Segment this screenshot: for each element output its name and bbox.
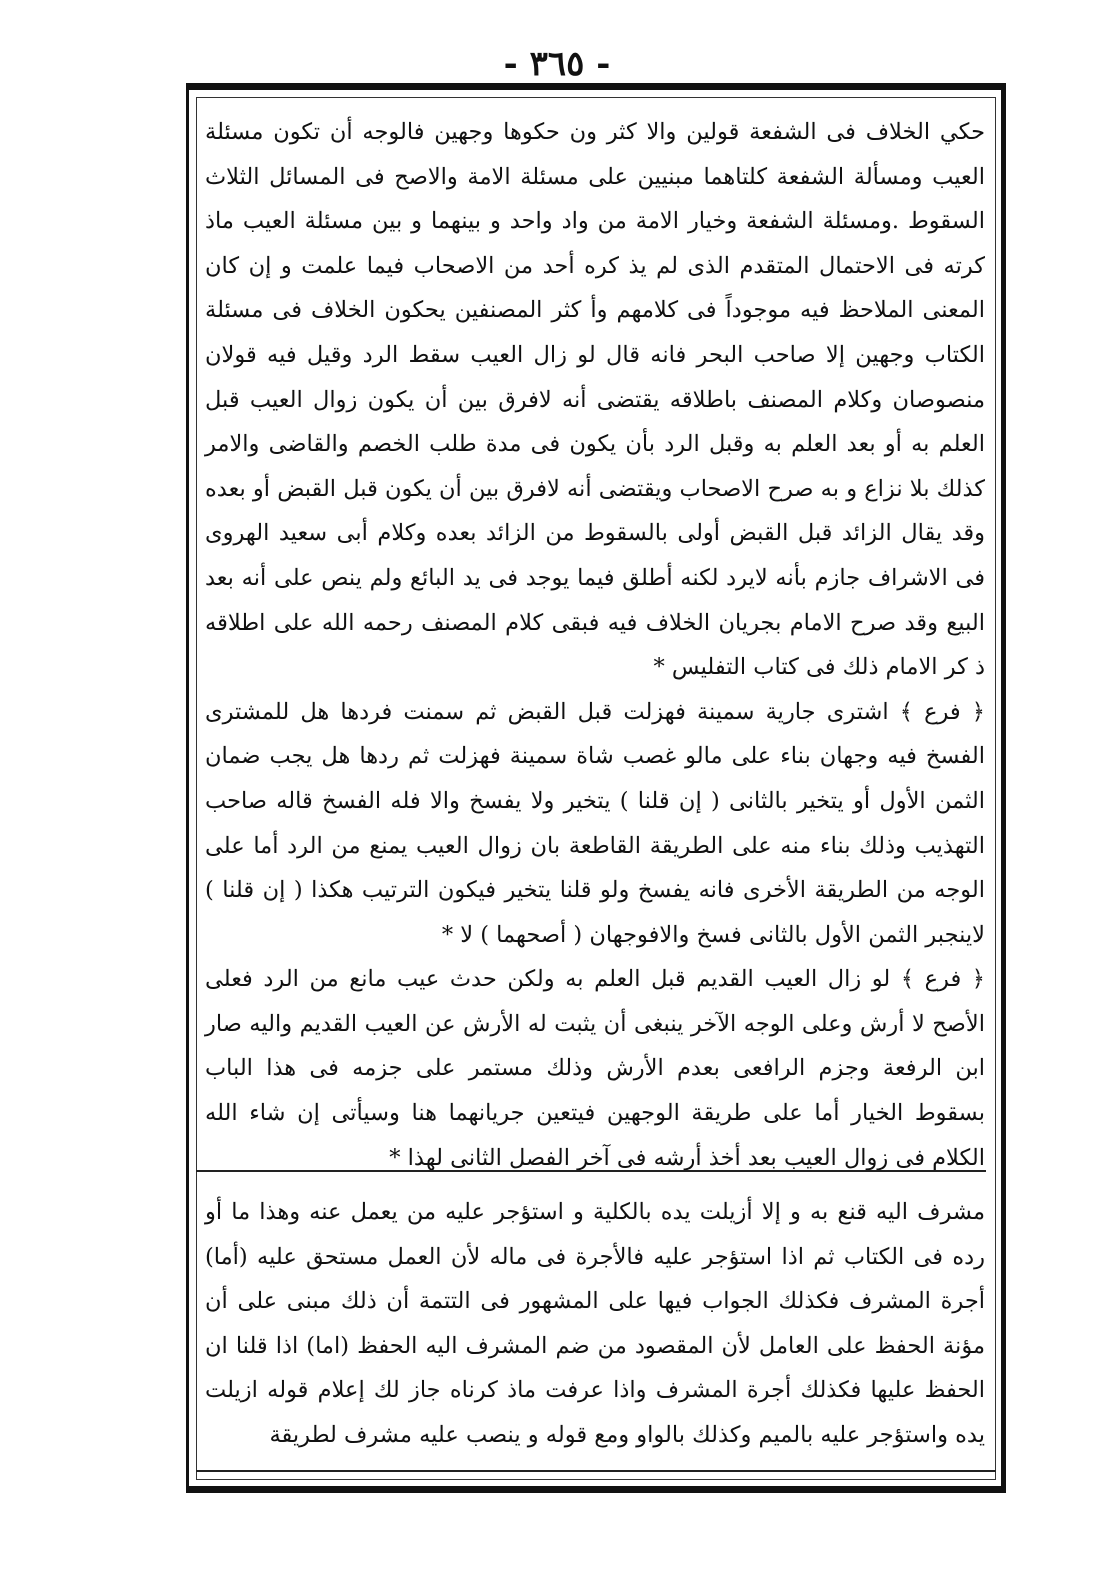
main-paragraph-3: ﴿ فرع ﴾ لو زال العيب القديم قبل العلم به ولكن حدث عيب مانع من الرد فعلى الأصح لا أرش وعلى الوجه الآخر ينبغى أن يثبت له الأرش عن العيب القديم واليه صار ابن الرفعة وجزم الرافعى بعدم الأرش وذلك مستمر على جزمه فى هذا الباب بسقوط الخيار أما على طريقة الوجهين فيتعين جريانهما هنا وسيأتى إن شاء الله الكلام فى زوال العيب بعد أخذ أرشه فى آخر الفصل الثانى لهذا * bbox=[205, 966, 985, 1171]
main-body-text bbox=[205, 110, 985, 1180]
footnote-text bbox=[205, 1190, 985, 1458]
main-paragraph-1: حكي الخلاف فى الشفعة قولين والا كثر ون حكوها وجهين فالوجه أن تكون مسئلة العيب ومسألة الشفعة كلتاهما مبنيين على مسئلة الامة والاصح فى المسائل الثلاث السقوط .ومسئلة الشفعة وخيار الامة من واد واحد و بينهما و بين مسئلة العيب ماذ كرته فى الاحتمال المتقدم الذى لم يذ كره أحد من الاصحاب فيما علمت و إن كان المعنى الملاحظ فيه موجوداً فى كلامهم وأ كثر المصنفين يحكون الخلاف فى مسئلة الكتاب وجهين إلا صاحب البحر فانه قال لو زال العيب سقط الرد وقيل فيه قولان منصوصان وكلام المصنف باطلاقه يقتضى أنه لافرق بين أن يكون زوال العيب قبل العلم به أو بعد العلم به وقبل الرد بأن يكون فى مدة طلب الخصم والقاضى والامر كذلك بلا نزاع و به صرح الاصحاب ويقتضى أنه لافرق بين أن يكون قبل القبض أو بعده وقد يقال الزائد قبل القبض أولى بالسقوط من الزائد بعده وكلام أبى سعيد الهروى فى الاشراف جازم بأنه لايرد لكنه أطلق فيما يوجد فى يد البائع ولم ينص على أنه بعد البيع وقد صرح الامام بجريان الخلاف فيه فبقى كلام المصنف رحمه الله على اطلاقه ذ كر الامام ذلك فى كتاب التفليس * bbox=[205, 119, 985, 681]
bottom-rule bbox=[196, 1470, 996, 1472]
footnote-paragraph-1: مشرف اليه قنع به و إلا أزيلت يده بالكلية و استؤجر عليه من يعمل عنه وهذا ما أو رده فى الكتاب ثم اذا استؤجر عليه فالأجرة فى ماله لأن العمل مستحق عليه (أما) أجرة المشرف فكذلك الجواب فيها على المشهور فى التتمة أن ذلك مبنى على أن مؤنة الحفظ على العامل لأن المقصود من ضم المشرف اليه الحفظ (اما) اذا قلنا ان الحفظ عليها فكذلك أجرة المشرف واذا عرفت ماذ كرناه جاز لك إعلام قوله ازيلت يده واستؤجر عليه بالميم وكذلك بالواو ومع قوله و ينصب عليه مشرف لطريقة bbox=[205, 1199, 985, 1448]
page-number: - ٣٦٥ - bbox=[503, 44, 611, 84]
main-paragraph-2: ﴿ فرع ﴾ اشترى جارية سمينة فهزلت قبل القبض ثم سمنت فردها هل للمشترى الفسخ فيه وجهان بناء على مالو غصب شاة سمينة فهزلت ثم ردها هل يجب ضمان الثمن الأول أو يتخير بالثانى ( إن قلنا ) يتخير ولا يفسخ والا فله الفسخ قاله صاحب التهذيب وذلك بناء منه على الطريقة القاطعة بان زوال العيب يمنع من الرد أما على الوجه من الطريقة الأخرى فانه يفسخ ولو قلنا يتخير فيكون الترتيب هكذا ( إن قلنا ) لاينجبر الثمن الأول بالثانى فسخ والافوجهان ( أصحهما ) لا * bbox=[205, 698, 985, 948]
footnote-separator bbox=[196, 1170, 986, 1172]
